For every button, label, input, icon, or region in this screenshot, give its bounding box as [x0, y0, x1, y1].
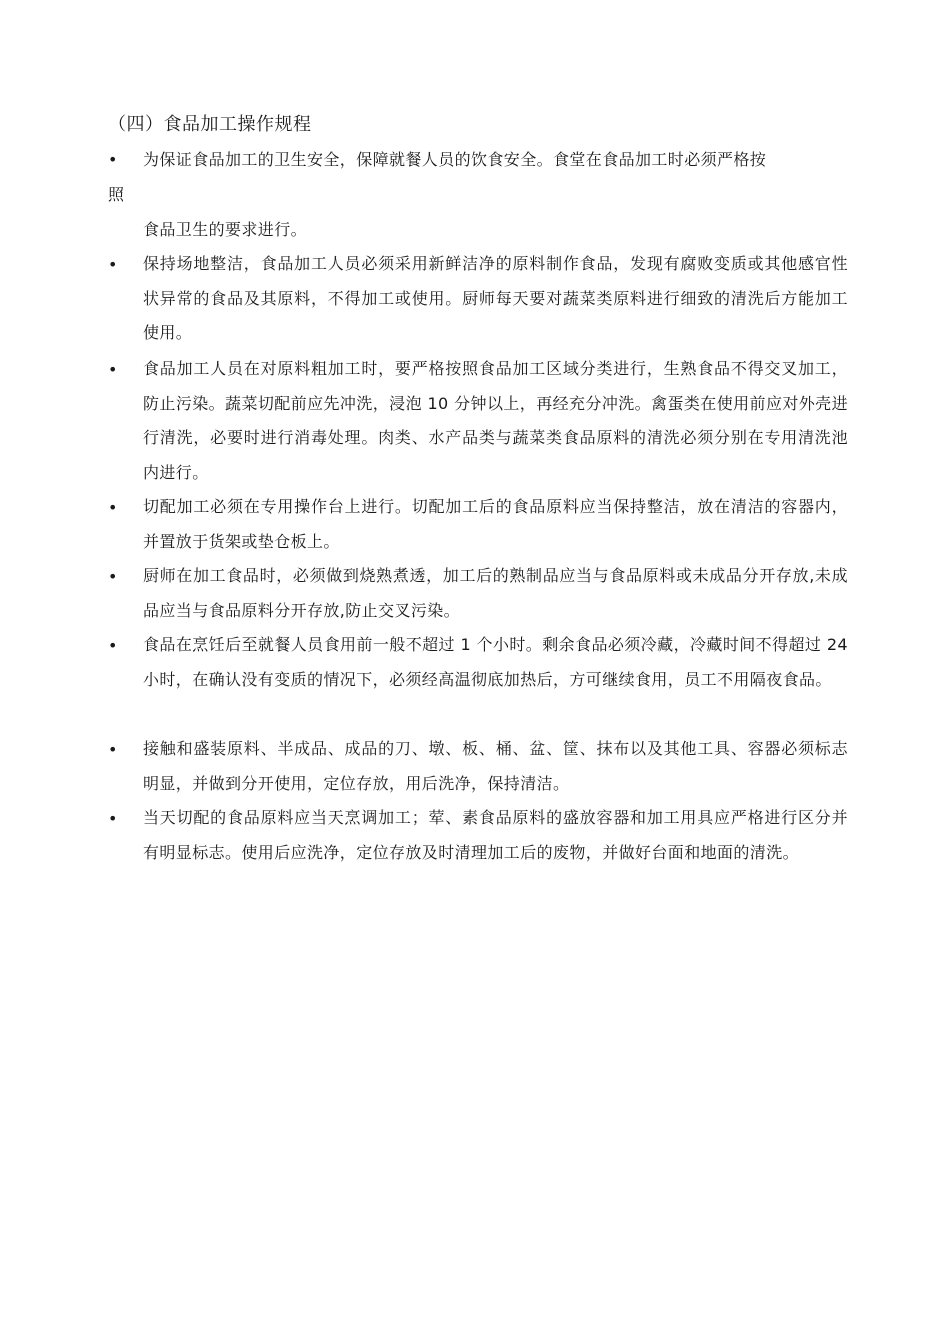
- list-item-text: 为保证食品加工的卫生安全，保障就餐人员的饮食安全。食堂在食品加工时必须严格按: [143, 150, 767, 169]
- bullet-icon: •: [108, 360, 118, 379]
- list-item-text-wrap: 照: [108, 185, 125, 204]
- bullet-icon: •: [108, 498, 118, 517]
- list-item-text: 保持场地整洁，食品加工人员必须采用新鲜洁净的原料制作食品，发现有腐败变质或其他感官性状异常的食品及其原料，不得加工或使用。厨师每天要对蔬菜类原料进行细致的清洗后方能加工使用。: [143, 254, 848, 342]
- list-item-text: 当天切配的食品原料应当天烹调加工；荤、素食品原料的盛放容器和加工用具应严格进行区分并有明显标志。使用后应洗净，定位存放及时清理加工后的废物，并做好台面和地面的清洗。: [143, 808, 848, 862]
- list-item-text: 厨师在加工食品时，必须做到烧熟煮透，加工后的熟制品应当与食品原料或未成品分开存放,未成品应当与食品原料分开存放,防止交叉污染。: [143, 566, 848, 620]
- list-item-text: 切配加工必须在专用操作台上进行。切配加工后的食品原料应当保持整洁，放在清洁的容器内，并置放于货架或垫仓板上。: [143, 497, 848, 551]
- list-item-text: 接触和盛装原料、半成品、成品的刀、墩、板、桶、盆、筐、抹布以及其他工具、容器必须标志明显，并做到分开使用，定位存放，用后洗净，保持清洁。: [143, 739, 848, 793]
- list-item-text: 食品在烹饪后至就餐人员食用前一般不超过 1 个小时。剩余食品必须冷藏，冷藏时间不得超过 24 小时，在确认没有变质的情况下，必须经高温彻底加热后，方可继续食用，员工不用隔夜食品。: [143, 635, 848, 689]
- bullet-icon: •: [108, 567, 118, 586]
- bullet-icon: •: [108, 809, 118, 828]
- bullet-icon: •: [108, 740, 118, 759]
- bullet-icon: •: [108, 636, 118, 655]
- list-item-text-continued: 食品卫生的要求进行。: [143, 220, 308, 239]
- bullet-icon: •: [108, 150, 118, 169]
- section-heading: （四）食品加工操作规程: [108, 114, 312, 135]
- list-item-text: 食品加工人员在对原料粗加工时，要严格按照食品加工区域分类进行，生熟食品不得交叉加工，防止污染。蔬菜切配前应先冲洗，浸泡 10 分钟以上，再经充分冲洗。禽蛋类在使用前应对外壳进行清洗，必要时进行消毒处理。肉类、水产品类与蔬菜类食品原料的清洗必须分别在专用清洗池内进行。: [143, 359, 848, 482]
- bullet-icon: •: [108, 255, 118, 274]
